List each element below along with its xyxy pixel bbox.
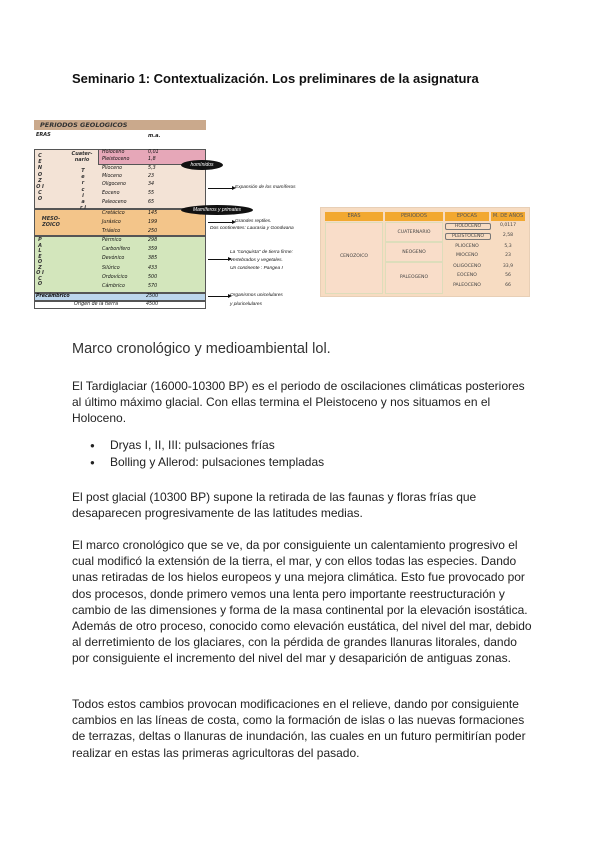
- period-name: Carbonífero: [102, 247, 131, 252]
- period-name: Cámbrico: [102, 284, 125, 289]
- period-name: Mioceno: [102, 174, 122, 179]
- paragraph-tardiglaciar: El Tardiglaciar (16000-10300 BP) es el periodo de oscilaciones climáticas posteriores al último máximo glacial. Con ellas termina el Pleistoceno y nos situamos en el Holoceno.: [72, 379, 525, 426]
- period-value: 298: [148, 238, 158, 243]
- period-value: 23: [148, 174, 155, 179]
- annotation-reptiles: Grandes reptiles.: [235, 219, 272, 224]
- period-value: 2500: [146, 294, 159, 299]
- period-value: 65: [148, 200, 155, 205]
- period-name: Plioceno: [102, 166, 123, 171]
- period-name: Cretácico: [102, 211, 125, 216]
- epoch-value: 56: [505, 273, 511, 278]
- origin-label: Origen de la tierra: [74, 302, 119, 307]
- period-name: CUATERNARIO: [397, 230, 431, 235]
- period-name: NEOGENO: [402, 250, 426, 255]
- period-name: Pérmico: [102, 238, 122, 243]
- bubble-hominidos: homínidos: [181, 160, 223, 170]
- era-table-figure: [320, 207, 530, 297]
- table-header: EPOCAS: [445, 212, 489, 221]
- origin-row: [34, 301, 206, 309]
- period-name: Ordovícico: [102, 275, 128, 280]
- bubble-mamiferos: Mamíferos y primates: [181, 205, 253, 215]
- period-name: Triásico: [102, 229, 121, 234]
- epoch-name: PLEISTOCENO: [445, 233, 491, 240]
- period-name: Silúrico: [102, 266, 120, 271]
- period-name: PALEOGENO: [399, 275, 429, 280]
- geo-figure-subheader: [34, 130, 206, 140]
- annotation-pangea: Un continente : Pangea I: [230, 266, 283, 271]
- era-label-paleozoic: P A L E O Z O I C O: [36, 237, 44, 287]
- period-name: Eoceno: [102, 191, 120, 196]
- period-value: 500: [148, 275, 158, 280]
- cuaternario-label: Cuater- nario: [71, 151, 93, 163]
- period-name: Pleistoceno: [102, 157, 130, 162]
- annotation-mamiferos: Expansión de los mamíferos: [235, 185, 296, 190]
- epoch-name: PLIOCENO: [455, 244, 479, 249]
- era-label-cenozoic: C E N O Z O I C O: [36, 153, 44, 203]
- period-value: 55: [148, 191, 155, 196]
- period-value: 199: [148, 220, 158, 225]
- period-name: Paleoceno: [102, 200, 127, 205]
- list-item: ● Dryas I, II, III: pulsaciones frías: [110, 437, 540, 454]
- epoch-value: 66: [505, 283, 511, 288]
- period-value: 5,3: [148, 166, 156, 171]
- period-name: Holoceno: [102, 150, 125, 155]
- period-value: 570: [148, 284, 158, 289]
- annotation-continentes: Dos continentes: Laurasia y Gondwana: [210, 226, 294, 231]
- period-value: 359: [148, 247, 158, 252]
- period-value: 34: [148, 182, 155, 187]
- precambrian-label: Precámbrico: [36, 294, 70, 299]
- era-name: CENOZOICO: [339, 254, 369, 259]
- bullet-list: [72, 437, 540, 471]
- era-label-mesozoic: MESO- ZOICO: [41, 216, 61, 228]
- period-value: 385: [148, 256, 158, 261]
- period-value: 145: [148, 211, 158, 216]
- terciario-label: T e r c i a: [81, 168, 85, 206]
- annotation-pluricelulares: y pluricelulares: [230, 302, 262, 307]
- geo-figure-header: PERIODOS GEOLOGICOS: [34, 120, 206, 130]
- paragraph-postglacial: El post glacial (10300 BP) supone la retirada de las faunas y floras frías que desaparecen progresivamente de las latitudes medias.: [72, 490, 477, 521]
- arrow-reptiles: [208, 222, 232, 223]
- annotation-conquista: La "conquista" de tierra firme:: [230, 250, 293, 255]
- period-value: 250: [148, 229, 158, 234]
- section-heading: Marco cronológico y medioambiental lol.: [72, 341, 331, 357]
- period-value: 433: [148, 266, 158, 271]
- epoch-name: OLIGOCENO: [453, 264, 481, 269]
- geological-periods-figure: [34, 120, 206, 309]
- period-value: 1,8: [148, 157, 156, 162]
- geo-col-my: m.a.: [148, 133, 161, 139]
- epoch-value: 0,0117: [499, 223, 517, 228]
- annotation-organismos: Organismos unicelulares: [230, 293, 283, 298]
- geo-col-eras: ERAS: [36, 132, 51, 138]
- period-name: Jurásico: [102, 220, 121, 225]
- epoch-value: 33,9: [502, 264, 514, 269]
- epoch-name: PALEOCENO: [453, 283, 481, 288]
- arrow-organismos: [208, 296, 228, 297]
- period-name: Oligoceno: [102, 182, 126, 187]
- origin-value: 4500: [146, 302, 159, 307]
- list-item: ● Bolling y Allerod: pulsaciones templadas: [110, 454, 540, 471]
- annotation-vertebrados: Vertebrados y vegetales.: [230, 258, 283, 263]
- paragraph-cambios: Todos estos cambios provocan modificaciones en el relieve, dando por consiguiente cambios en las líneas de costa, como la formación de islas o las nuevas formaciones de terrazas, deltas o llanuras de inundación, las cuales en un futuro permitirían poder realizar en estas las primeras agricultoras del pasado.: [72, 697, 526, 760]
- page-title: Seminario 1: Contextualización. Los preliminares de la asignatura: [72, 71, 479, 86]
- paragraph-marco-cronologico: El marco cronológico que se ve, da por consiguiente un calentamiento progresivo el cual modificó la extensión de la tierra, el mar, y con ellos todas las especies. Dando unas retiradas de los hielos europeos y una mejora climática. Esto fue provocado por dos procesos, donde primero vemos una lenta pero importante reestructuración y cambio de las dimensiones y forma de la masa continental por la elevación isostática. Además de otro proceso, conocido como elevación eustática, del nivel del mar, debido al derretimiento de los glaciares, con la pérdida de grandes llanuras litorales, dando por consiguiente el incremento del nivel del mar y desaparición de antiguas zonas.: [72, 538, 532, 666]
- arrow-vertebrados: [208, 259, 228, 260]
- epoch-name: EOCENO: [457, 273, 477, 278]
- period-value: 0,01: [148, 150, 159, 155]
- epoch-value: 23: [505, 253, 511, 258]
- epoch-name: MIOCENO: [455, 253, 479, 258]
- epoch-name: HOLOCENO: [445, 223, 491, 230]
- epoch-value: 2,58: [502, 233, 514, 238]
- arrow-mamiferos: [208, 188, 232, 189]
- period-name: Devónico: [102, 256, 125, 261]
- table-header: PERIODOS: [385, 212, 443, 221]
- epoch-value: 5,3: [504, 244, 512, 249]
- table-header: ERAS: [325, 212, 383, 221]
- table-header: M. DE AÑOS: [492, 213, 524, 219]
